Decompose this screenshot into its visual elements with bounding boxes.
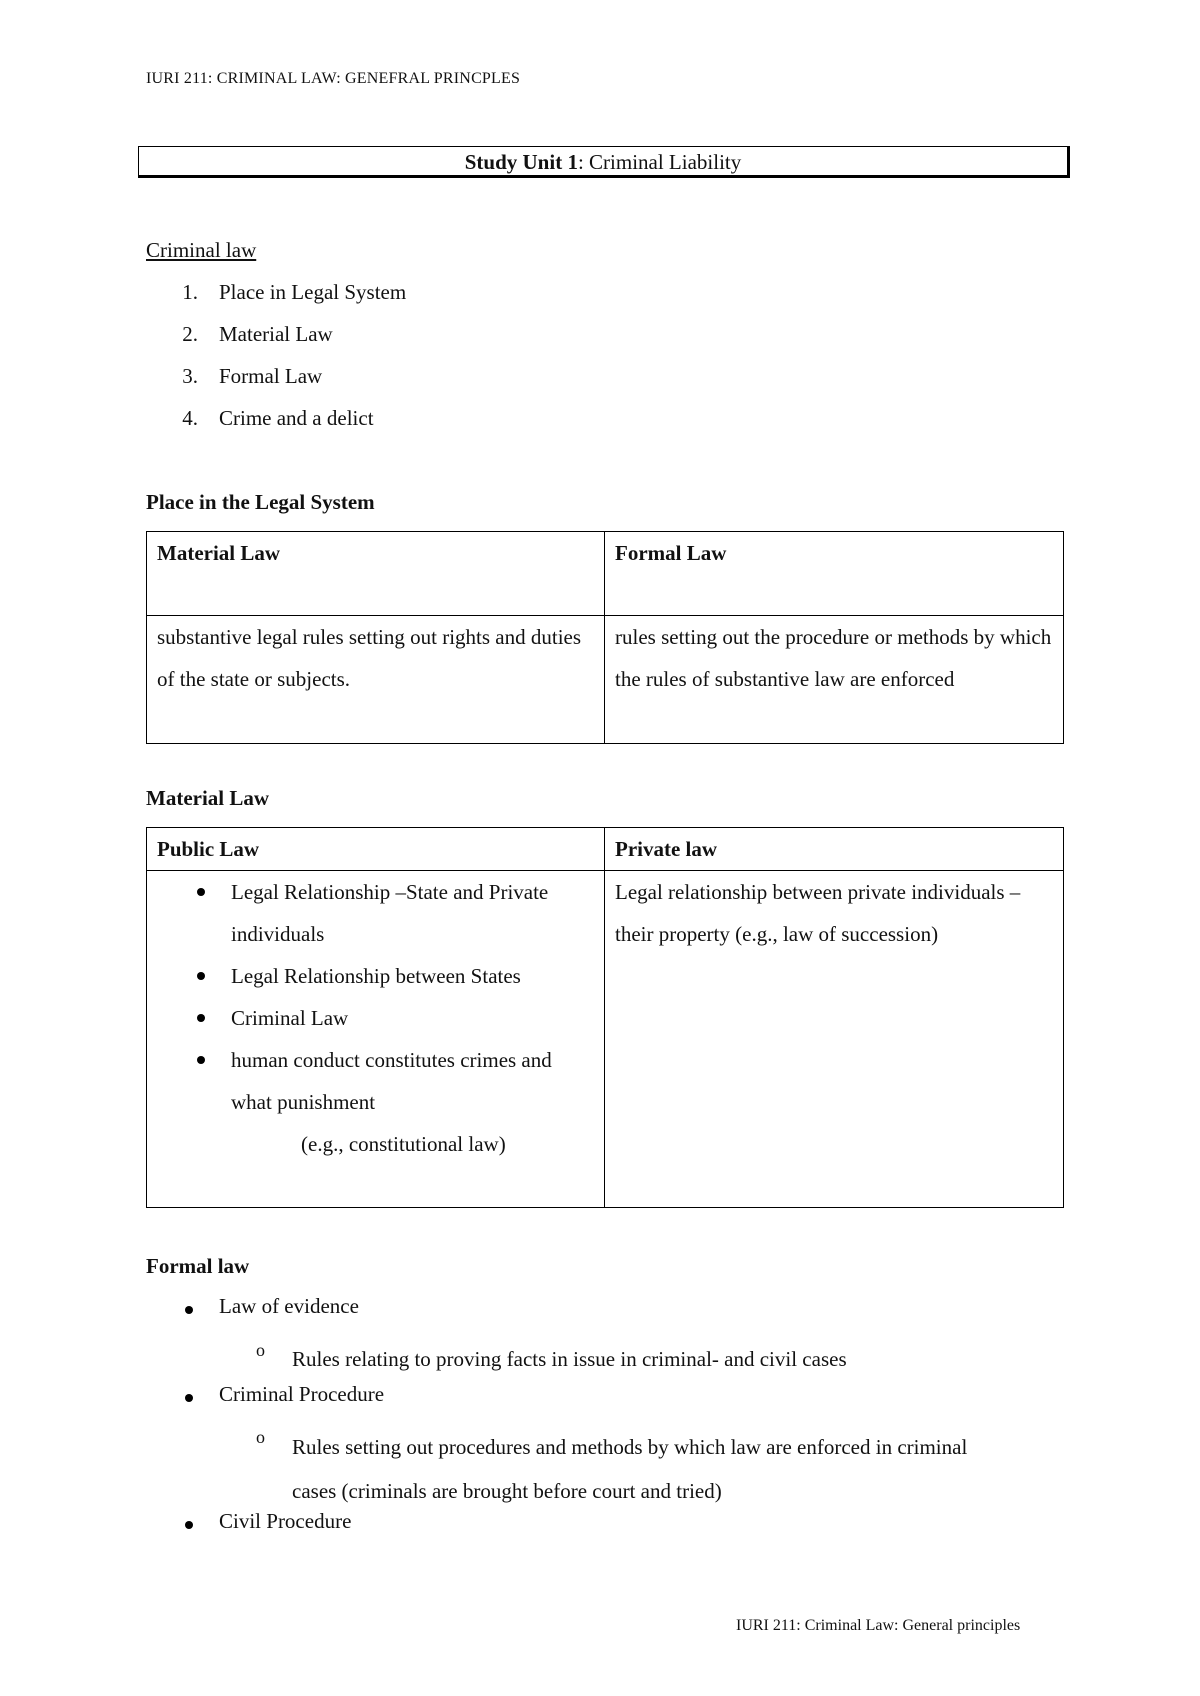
list-item: Criminal Procedure (219, 1382, 385, 1406)
sub-list-item: Rules setting out procedures and methods by which law are enforced in criminal cases (criminals are brought before court and tried) (292, 1435, 968, 1503)
private-law-cell: Legal relationship between private individuals –their property (e.g., law of succession) (605, 871, 1064, 1208)
list-number: 4. (182, 406, 198, 430)
list-item: Place in Legal System (219, 280, 407, 304)
private-law-header-cell: Private law (605, 828, 1064, 871)
list-item: Formal Law (219, 364, 323, 388)
public-law-example-note: (e.g., constitutional law) (301, 1132, 506, 1156)
study-unit-label: Study Unit 1 (464, 150, 578, 174)
study-unit-title-box (138, 146, 1070, 178)
place-in-legal-system-heading: Place in the Legal System (146, 490, 375, 514)
material-law-table (146, 827, 1064, 1208)
sub-bullet-icon: o (256, 1427, 265, 1447)
list-item (157, 1039, 594, 1123)
list-item (157, 997, 594, 1039)
material-law-definition-cell: substantive legal rules setting out rights and duties of the state or subjects. (147, 616, 605, 744)
list-item-text: Criminal Law (231, 1006, 349, 1030)
list-item-text: Legal Relationship –State and Private individuals (231, 880, 549, 946)
bullet-icon (185, 1521, 193, 1529)
bullet-icon (185, 1394, 193, 1402)
list-number: 2. (182, 322, 198, 346)
list-item: Law of evidence (219, 1294, 359, 1318)
bullet-icon (185, 1306, 193, 1314)
list-number: 1. (182, 280, 198, 304)
public-law-cell (147, 871, 605, 1208)
sub-list-item: Rules relating to proving facts in issue in criminal- and civil cases (292, 1347, 847, 1371)
list-item-text: Legal Relationship between States (231, 964, 521, 988)
list-item: Material Law (219, 322, 333, 346)
public-law-header-cell: Public Law (147, 828, 605, 871)
formal-law-definition-cell: rules setting out the procedure or methods by which the rules of substantive law are enforced (605, 616, 1064, 744)
formal-law-header-cell: Formal Law (605, 532, 1064, 616)
material-law-heading: Material Law (146, 786, 270, 810)
list-item: Crime and a delict (219, 406, 374, 430)
study-unit-subtitle: : Criminal Liability (577, 150, 742, 174)
page-footer: IURI 211: Criminal Law: General principles (736, 1617, 1021, 1634)
bullet-icon (197, 888, 205, 896)
list-item: Civil Procedure (219, 1509, 352, 1533)
public-law-list (157, 871, 594, 1123)
page-header: IURI 211: CRIMINAL LAW: GENEFRAL PRINCPLES (146, 70, 521, 87)
list-item (157, 871, 594, 955)
sub-bullet-icon: o (256, 1340, 265, 1360)
place-in-legal-system-table (146, 531, 1064, 744)
criminal-law-heading: Criminal law (146, 238, 257, 262)
list-number: 3. (182, 364, 198, 388)
bullet-icon (197, 1014, 205, 1022)
material-law-header-cell: Material Law (147, 532, 605, 616)
bullet-icon (197, 972, 205, 980)
formal-law-heading: Formal law (146, 1254, 250, 1278)
bullet-icon (197, 1056, 205, 1064)
list-item-text: human conduct constitutes crimes and what punishment (231, 1048, 552, 1114)
list-item (157, 955, 594, 997)
